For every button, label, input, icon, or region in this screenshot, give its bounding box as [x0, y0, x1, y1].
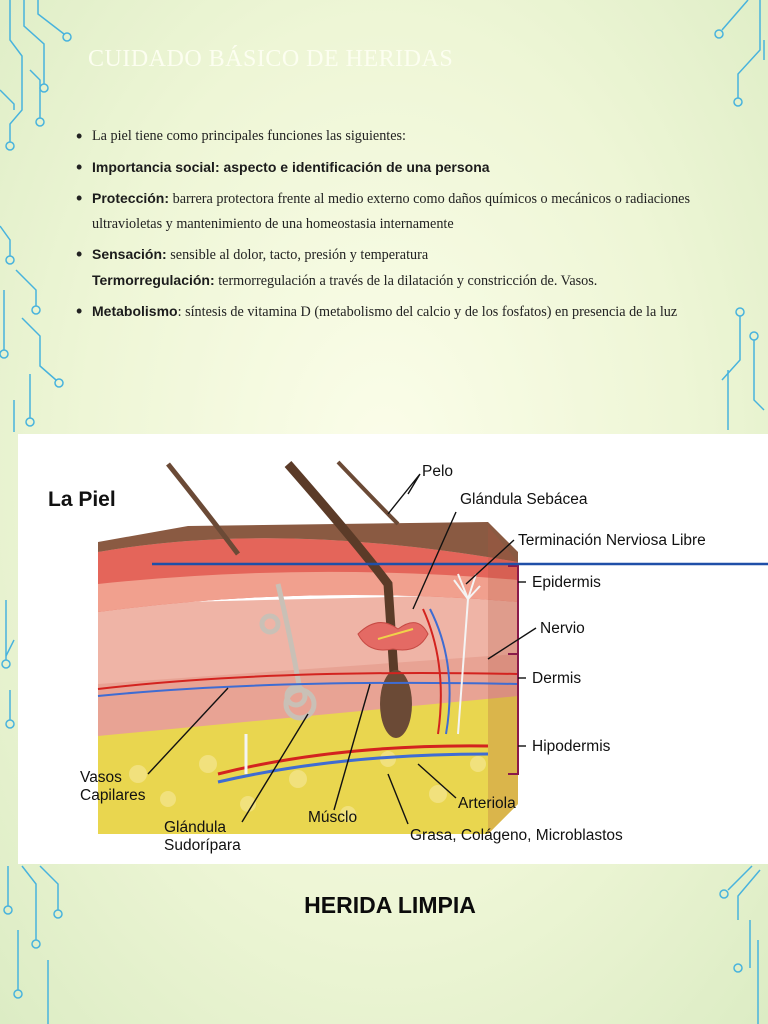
bullet-sensation-lead: Sensación:: [92, 246, 167, 262]
label-glandula: Glándula: [164, 819, 227, 836]
skin-diagram: [18, 434, 768, 864]
label-arteriola: Arteriola: [458, 795, 516, 812]
bullet-sensation-text: sensible al dolor, tacto, presión y temperatura: [166, 247, 429, 263]
bullet-thermo-lead: Termorregulación:: [92, 271, 215, 288]
label-nervio: Nervio: [540, 620, 585, 637]
slide-title: CUIDADO BÁSICO DE HERIDAS: [88, 46, 454, 72]
label-grasa: Grasa, Colágeno, Microblastos: [410, 827, 623, 844]
bullet-metabolism-text: : síntesis de vitamina D (metabolismo del calcio y de los fosfatos) en presencia de la luz: [177, 304, 678, 320]
label-capilares: Capilares: [80, 787, 146, 804]
bullet-list: [76, 124, 690, 331]
bullet-metabolism-lead: Metabolismo: [92, 303, 178, 319]
label-terminacion: Terminación Nerviosa Libre: [518, 532, 706, 549]
label-dermis: Dermis: [532, 670, 582, 687]
bullet-protection-text: barrera protectora frente al medio externo como daños químicos o mecánicos o radiaciones ultravioletas y mantenimiento de una homeostasia internamente: [92, 191, 690, 232]
label-epidermis: Epidermis: [532, 574, 601, 591]
label-pelo: Pelo: [422, 463, 454, 480]
bullet-protection: [76, 186, 690, 236]
diagram-title: La Piel: [48, 488, 116, 511]
label-hipodermis: Hipodermis: [532, 738, 611, 755]
bullet-sensation: [76, 242, 690, 293]
bullet-intro-text: La piel tiene como principales funciones las siguientes:: [92, 128, 407, 144]
bullet-intro: [76, 124, 690, 149]
hair-3: [338, 462, 398, 524]
bullet-thermo-text: termorregulación a través de la dilatación y constricción de. Vasos.: [214, 272, 598, 289]
bullet-social: [76, 155, 690, 181]
bullet-metabolism: [76, 299, 690, 325]
label-sudoripara: Sudorípara: [164, 837, 241, 854]
bullet-social-lead: Importancia social: [92, 158, 215, 175]
bullet-protection-lead: Protección:: [92, 190, 170, 206]
label-glandula-sebacea: Glándula Sebácea: [460, 491, 588, 508]
skin-diagram-svg: [18, 434, 768, 864]
label-musculo: Músclo: [308, 809, 358, 826]
label-vasos: Vasos: [80, 769, 122, 786]
subheading-herida-limpia: HERIDA LIMPIA: [304, 892, 476, 918]
bullet-social-text: : aspecto e identificación de una persona: [214, 158, 490, 175]
sebaceous-gland: [358, 623, 428, 650]
